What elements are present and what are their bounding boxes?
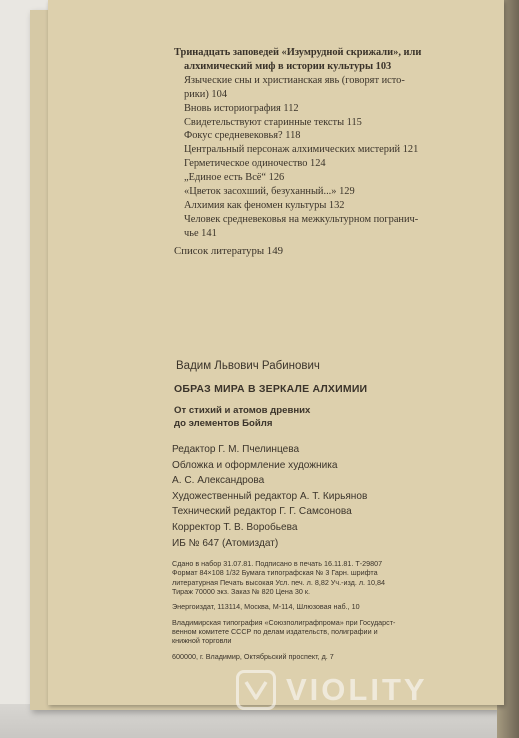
toc-literature: Список литературы 149: [174, 244, 284, 257]
toc-entry: чье 141: [184, 227, 217, 239]
print-detail-line: Формат 84×108 1/32 Бумага типографская № 3 Гарн. шрифта: [172, 568, 378, 578]
toc-entry: Герметическое одиночество 124: [184, 158, 326, 170]
printer-line: Владимирская типография «Союзполиграфпрома» при Государст-: [172, 617, 396, 627]
watermark: [236, 668, 506, 712]
toc-entry: Свидетельствуют старинные тексты 115: [184, 116, 362, 128]
staff-line: Художественный редактор А. Т. Кирьянов: [172, 490, 368, 502]
publisher-line: Энергоиздат, 113114, Москва, М-114, Шлюзовая наб., 10: [172, 602, 360, 612]
toc-entry: „Единое есть Всё“ 126: [184, 172, 285, 184]
staff-line: Технический редактор Г. Г. Самсонова: [172, 506, 352, 518]
book-subtitle: [172, 404, 519, 430]
printer-line: книжной торговли: [172, 636, 232, 646]
editorial-staff: [172, 442, 519, 551]
toc-entry: рики) 104: [184, 88, 228, 100]
staff-line: Обложка и оформление художника: [172, 459, 338, 471]
imprint-block: [172, 360, 519, 661]
toc-entry: Центральный персонаж алхимических мистерий 121: [184, 144, 419, 156]
toc-entry: Алхимия как феномен культуры 132: [184, 199, 345, 211]
staff-line: А. С. Александрова: [172, 475, 265, 487]
print-detail-line: Сдано в набор 31.07.81. Подписано в печать 16.11.81. Т-29807: [172, 559, 383, 569]
toc-entry: Человек средневековья на межкультурном погранич-: [184, 213, 419, 225]
print-detail-line: Тираж 70000 экз. Заказ № 820 Цена 30 к.: [172, 587, 311, 597]
author-name: Вадим Львович Рабинович: [176, 360, 320, 372]
toc-entry: «Цветок засохший, безуханный...» 129: [184, 186, 355, 198]
subtitle-line: до элементов Бойля: [174, 418, 273, 429]
printer-address: 600000, г. Владимир, Октябрьский проспект, д. 7: [172, 651, 334, 661]
toc-entry: Тринадцать заповедей «Изумрудной скрижали», или: [174, 47, 422, 58]
staff-line: Редактор Г. М. Пчелинцева: [172, 444, 300, 455]
toc-entry: Вновь историография 112: [184, 102, 299, 114]
book-page: [48, 0, 504, 705]
subtitle-line: От стихий и атомов древних: [174, 405, 311, 416]
watermark-text: VIOLITY: [286, 672, 428, 707]
table-of-contents: [174, 46, 514, 259]
staff-line: ИБ № 647 (Атомиздат): [172, 537, 279, 549]
staff-line: Корректор Т. В. Воробьева: [172, 521, 298, 533]
print-details: [172, 559, 519, 661]
toc-entry: Языческие сны и христианская явь (говорят исто-: [184, 74, 405, 86]
print-detail-line: литературная Печать высокая Усл. печ. л. 8,82 Уч.-изд. л. 10,84: [172, 577, 386, 587]
book-title: ОБРАЗ МИРА В ЗЕРКАЛЕ АЛХИМИИ: [174, 383, 368, 395]
violity-logo-icon: [236, 670, 276, 710]
toc-entry: Фокус средневековья? 118: [184, 130, 301, 142]
printer-line: венном комитете СССР по делам издательств, полиграфии и: [172, 626, 378, 636]
toc-entry: алхимический миф в истории культуры 103: [184, 60, 392, 72]
